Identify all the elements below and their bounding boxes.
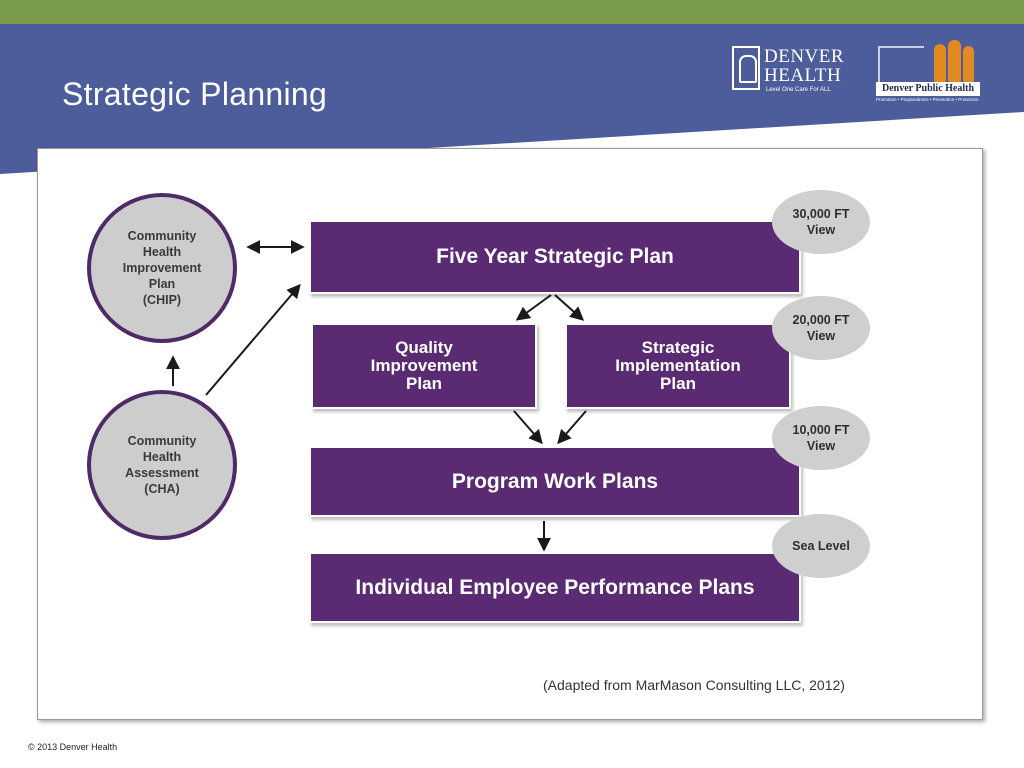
level-badge-sea [772,514,870,578]
implementation-plan-box [567,325,789,407]
slide-title: Strategic Planning [62,76,328,112]
strategic-plan-box [311,222,799,292]
level-label-sea: Sea Level [792,539,850,553]
arrow-quality-to-work-plans [514,411,541,442]
denver-health-tagline: Level One Care For ALL [766,87,831,93]
level-badge-10000 [772,406,870,470]
chip-circle [87,193,237,343]
denver-health-logo-line1: DENVER [764,46,845,67]
level-label-10000: 10,000 FT View [792,423,850,453]
denver-public-health-name: Denver Public Health [876,82,980,96]
chip-label: Community Health Improvement Plan (CHIP) [122,229,202,307]
quality-plan-box [313,325,535,407]
strategic-plan-label: Five Year Strategic Plan [436,245,674,268]
denver-public-health-tagline: Promotion • Preparedness • Prevention • Protection [876,97,979,102]
employee-plans-box [311,554,799,621]
denver-health-logo-line2: HEALTH [764,65,842,86]
implementation-plan-label: Strategic Implementation Plan [615,338,741,393]
quality-plan-label: Quality Improvement Plan [370,338,478,393]
level-badge-20000 [772,296,870,360]
cha-circle [87,390,237,540]
level-label-30000: 30,000 FT View [792,207,850,237]
arrow-plan-to-implementation [555,295,582,319]
level-badge-30000 [772,190,870,254]
employee-plans-label: Individual Employee Performance Plans [355,575,755,599]
work-plans-label: Program Work Plans [451,469,659,493]
slide-footer: © 2013 Denver Health [28,742,118,752]
cha-label: Community Health Assessment (CHA) [125,434,199,496]
work-plans-box [311,448,799,515]
arrow-plan-to-quality [518,295,551,319]
diagram-caption: (Adapted from MarMason Consulting LLC, 2012) [543,677,845,693]
level-label-20000: 20,000 FT View [792,313,850,343]
arrow-implementation-to-work-plans [559,411,586,442]
